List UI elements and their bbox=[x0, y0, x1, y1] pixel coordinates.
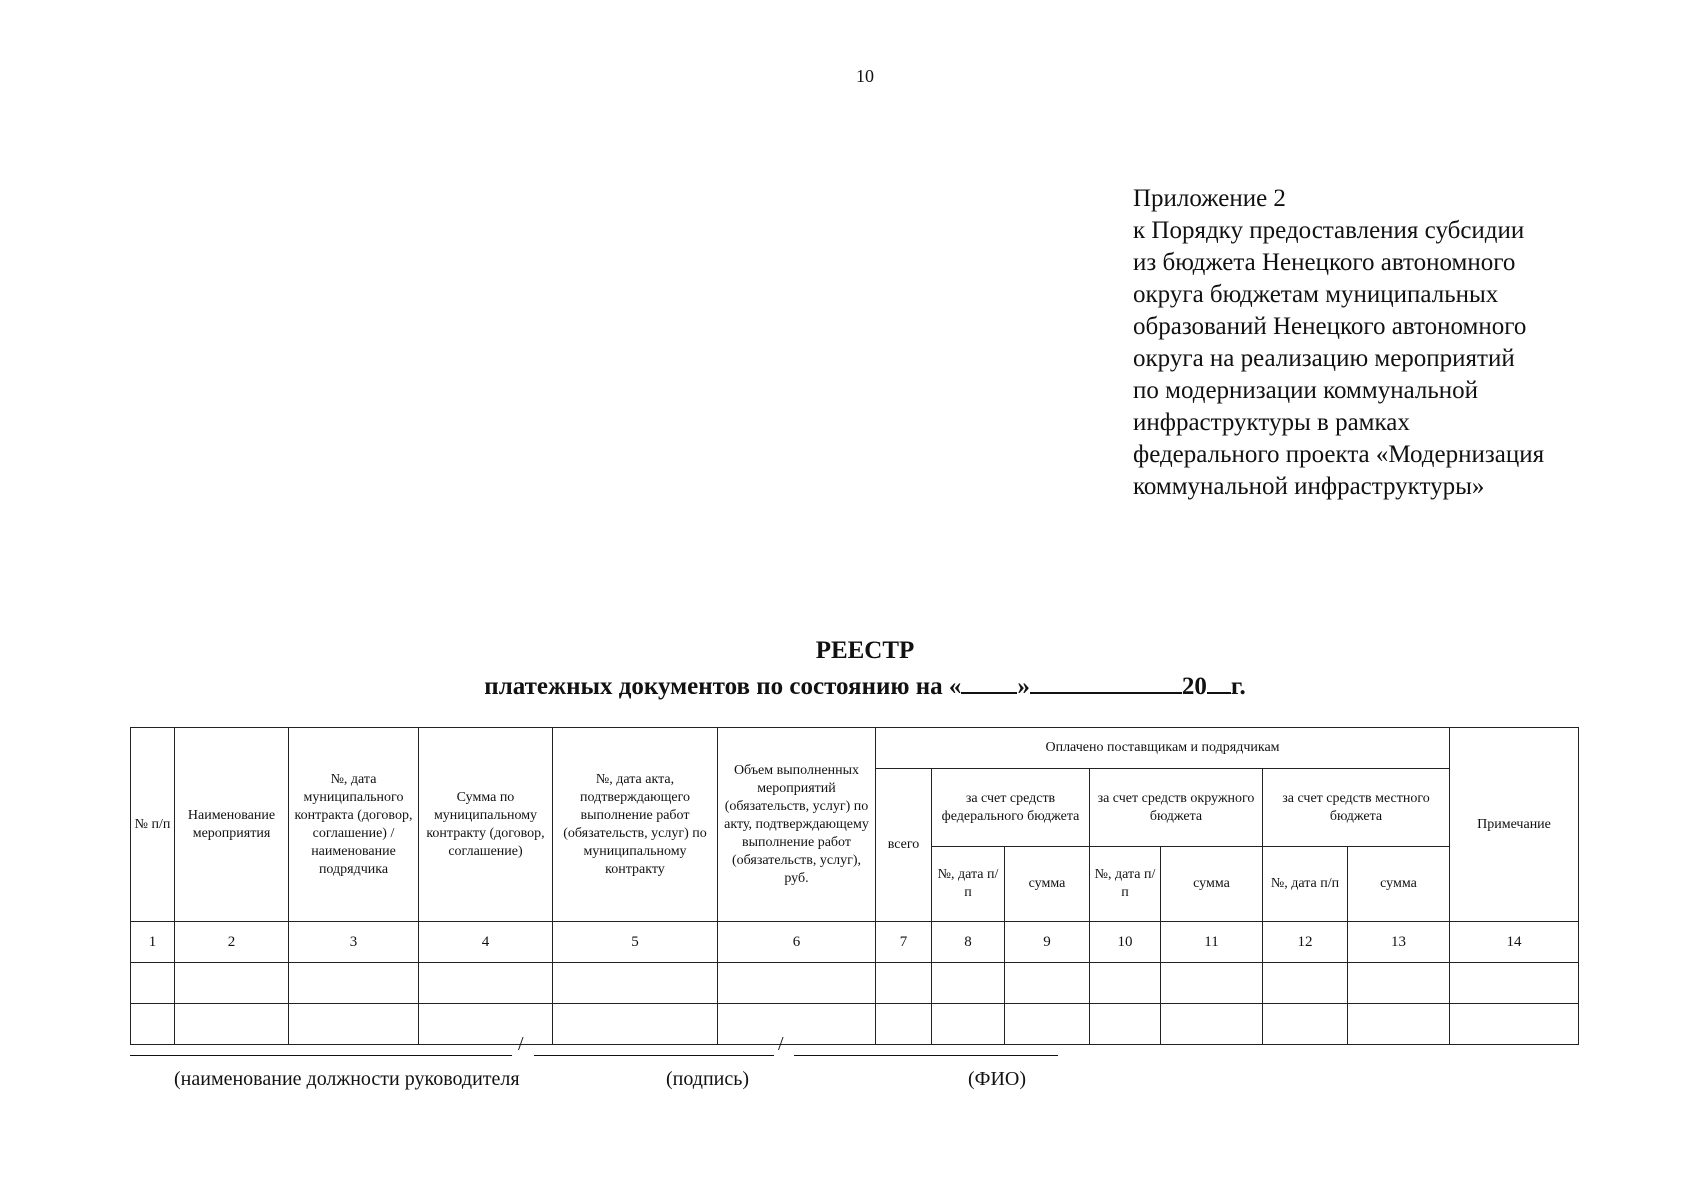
table-cell bbox=[932, 963, 1005, 1004]
table-cell bbox=[1005, 963, 1090, 1004]
header-volume: Объем выполненных мероприятий (обязательств, услуг) по акту, подтверждающему выполнение работ (обязательств, услуг), руб. bbox=[718, 728, 876, 922]
separator-slash: / bbox=[518, 1033, 524, 1055]
separator-slash: / bbox=[778, 1033, 784, 1055]
header-number: № п/п bbox=[131, 728, 175, 922]
header-act: №, дата акта, подтверждающего выполнение работ (обязательств, услуг) по муниципальному контракту bbox=[553, 728, 718, 922]
table-cell bbox=[1161, 963, 1263, 1004]
document-title bbox=[0, 634, 1698, 704]
header-event-name: Наименование мероприятия bbox=[175, 728, 289, 922]
month-blank bbox=[1030, 668, 1182, 694]
table-cell bbox=[1348, 963, 1450, 1004]
appendix-line: инфраструктуры в рамках bbox=[1133, 409, 1410, 436]
column-number: 10 bbox=[1090, 922, 1161, 963]
day-blank bbox=[961, 668, 1017, 694]
appendix-line: образований Ненецкого автономного bbox=[1133, 313, 1527, 340]
column-number: 5 bbox=[553, 922, 718, 963]
column-number: 3 bbox=[289, 922, 419, 963]
year-blank bbox=[1207, 668, 1231, 694]
column-number: 1 bbox=[131, 922, 175, 963]
column-number: 7 bbox=[876, 922, 932, 963]
header-federal: за счет средств федерального бюджета bbox=[932, 769, 1090, 847]
header-contract-sum: Сумма по муниципальному контракту (договор, соглашение) bbox=[419, 728, 553, 922]
column-number: 4 bbox=[419, 922, 553, 963]
header-contract: №, дата муниципального контракта (договор, соглашение) / наименование подрядчика bbox=[289, 728, 419, 922]
appendix-line: округа бюджетам муниципальных bbox=[1133, 281, 1499, 308]
header-total: всего bbox=[876, 769, 932, 922]
header-note: Примечание bbox=[1450, 728, 1579, 922]
signature-block bbox=[130, 1030, 1130, 1090]
position-caption: (наименование должности руководителя bbox=[174, 1068, 520, 1090]
table-cell bbox=[1263, 963, 1348, 1004]
signature-caption: (подпись) bbox=[666, 1068, 750, 1090]
table-cell bbox=[1161, 1004, 1263, 1045]
subtitle-suffix: г. bbox=[1230, 673, 1246, 700]
table-row bbox=[131, 963, 1579, 1004]
subtitle-prefix: платежных документов по состоянию на « bbox=[484, 673, 962, 700]
header-local-doc: №, дата п/п bbox=[1263, 847, 1348, 922]
header-local-sum: сумма bbox=[1348, 847, 1450, 922]
column-number: 9 bbox=[1005, 922, 1090, 963]
appendix-line: по модернизации коммунальной bbox=[1133, 377, 1479, 404]
table-cell bbox=[1263, 1004, 1348, 1045]
name-caption: (ФИО) bbox=[968, 1068, 1027, 1090]
subtitle-year-prefix: 20 bbox=[1181, 673, 1207, 700]
signature-line bbox=[534, 1054, 774, 1056]
table-cell bbox=[1450, 1004, 1579, 1045]
table-cell bbox=[419, 963, 553, 1004]
table-cell bbox=[175, 963, 289, 1004]
header-federal-doc: №, дата п/п bbox=[932, 847, 1005, 922]
page-number: 10 bbox=[856, 66, 874, 86]
title-subtitle bbox=[0, 668, 1698, 704]
header-district: за счет средств окружного бюджета bbox=[1090, 769, 1263, 847]
header-paid-group: Оплачено поставщикам и подрядчикам bbox=[876, 728, 1450, 769]
header-district-sum: сумма bbox=[1161, 847, 1263, 922]
column-number: 14 bbox=[1450, 922, 1579, 963]
column-number: 13 bbox=[1348, 922, 1450, 963]
column-number: 2 bbox=[175, 922, 289, 963]
subtitle-mid: » bbox=[1017, 673, 1030, 700]
header-federal-sum: сумма bbox=[1005, 847, 1090, 922]
table-cell bbox=[718, 963, 876, 1004]
appendix-line: к Порядку предоставления субсидии bbox=[1133, 217, 1525, 244]
table-cell bbox=[1450, 963, 1579, 1004]
title-heading: РЕЕСТР bbox=[815, 637, 915, 664]
registry-table bbox=[130, 727, 1579, 1045]
column-number: 6 bbox=[718, 922, 876, 963]
column-number: 11 bbox=[1161, 922, 1263, 963]
appendix-line: из бюджета Ненецкого автономного bbox=[1133, 249, 1516, 276]
appendix-line: Приложение 2 bbox=[1133, 185, 1286, 212]
table-cell bbox=[131, 963, 175, 1004]
appendix-line: коммунальной инфраструктуры» bbox=[1133, 473, 1485, 500]
position-line bbox=[130, 1054, 512, 1056]
column-number: 8 bbox=[932, 922, 1005, 963]
column-number-row bbox=[131, 922, 1579, 963]
header-district-doc: №, дата п/п bbox=[1090, 847, 1161, 922]
column-number: 12 bbox=[1263, 922, 1348, 963]
header-local: за счет средств местного бюджета bbox=[1263, 769, 1450, 847]
appendix-line: федерального проекта «Модернизация bbox=[1133, 441, 1545, 468]
appendix-block bbox=[1133, 183, 1673, 503]
name-line bbox=[794, 1054, 1058, 1056]
table-cell bbox=[876, 963, 932, 1004]
table-cell bbox=[1090, 963, 1161, 1004]
table-cell bbox=[289, 963, 419, 1004]
appendix-line: округа на реализацию мероприятий bbox=[1133, 345, 1515, 372]
table-cell bbox=[1348, 1004, 1450, 1045]
table-cell bbox=[553, 963, 718, 1004]
